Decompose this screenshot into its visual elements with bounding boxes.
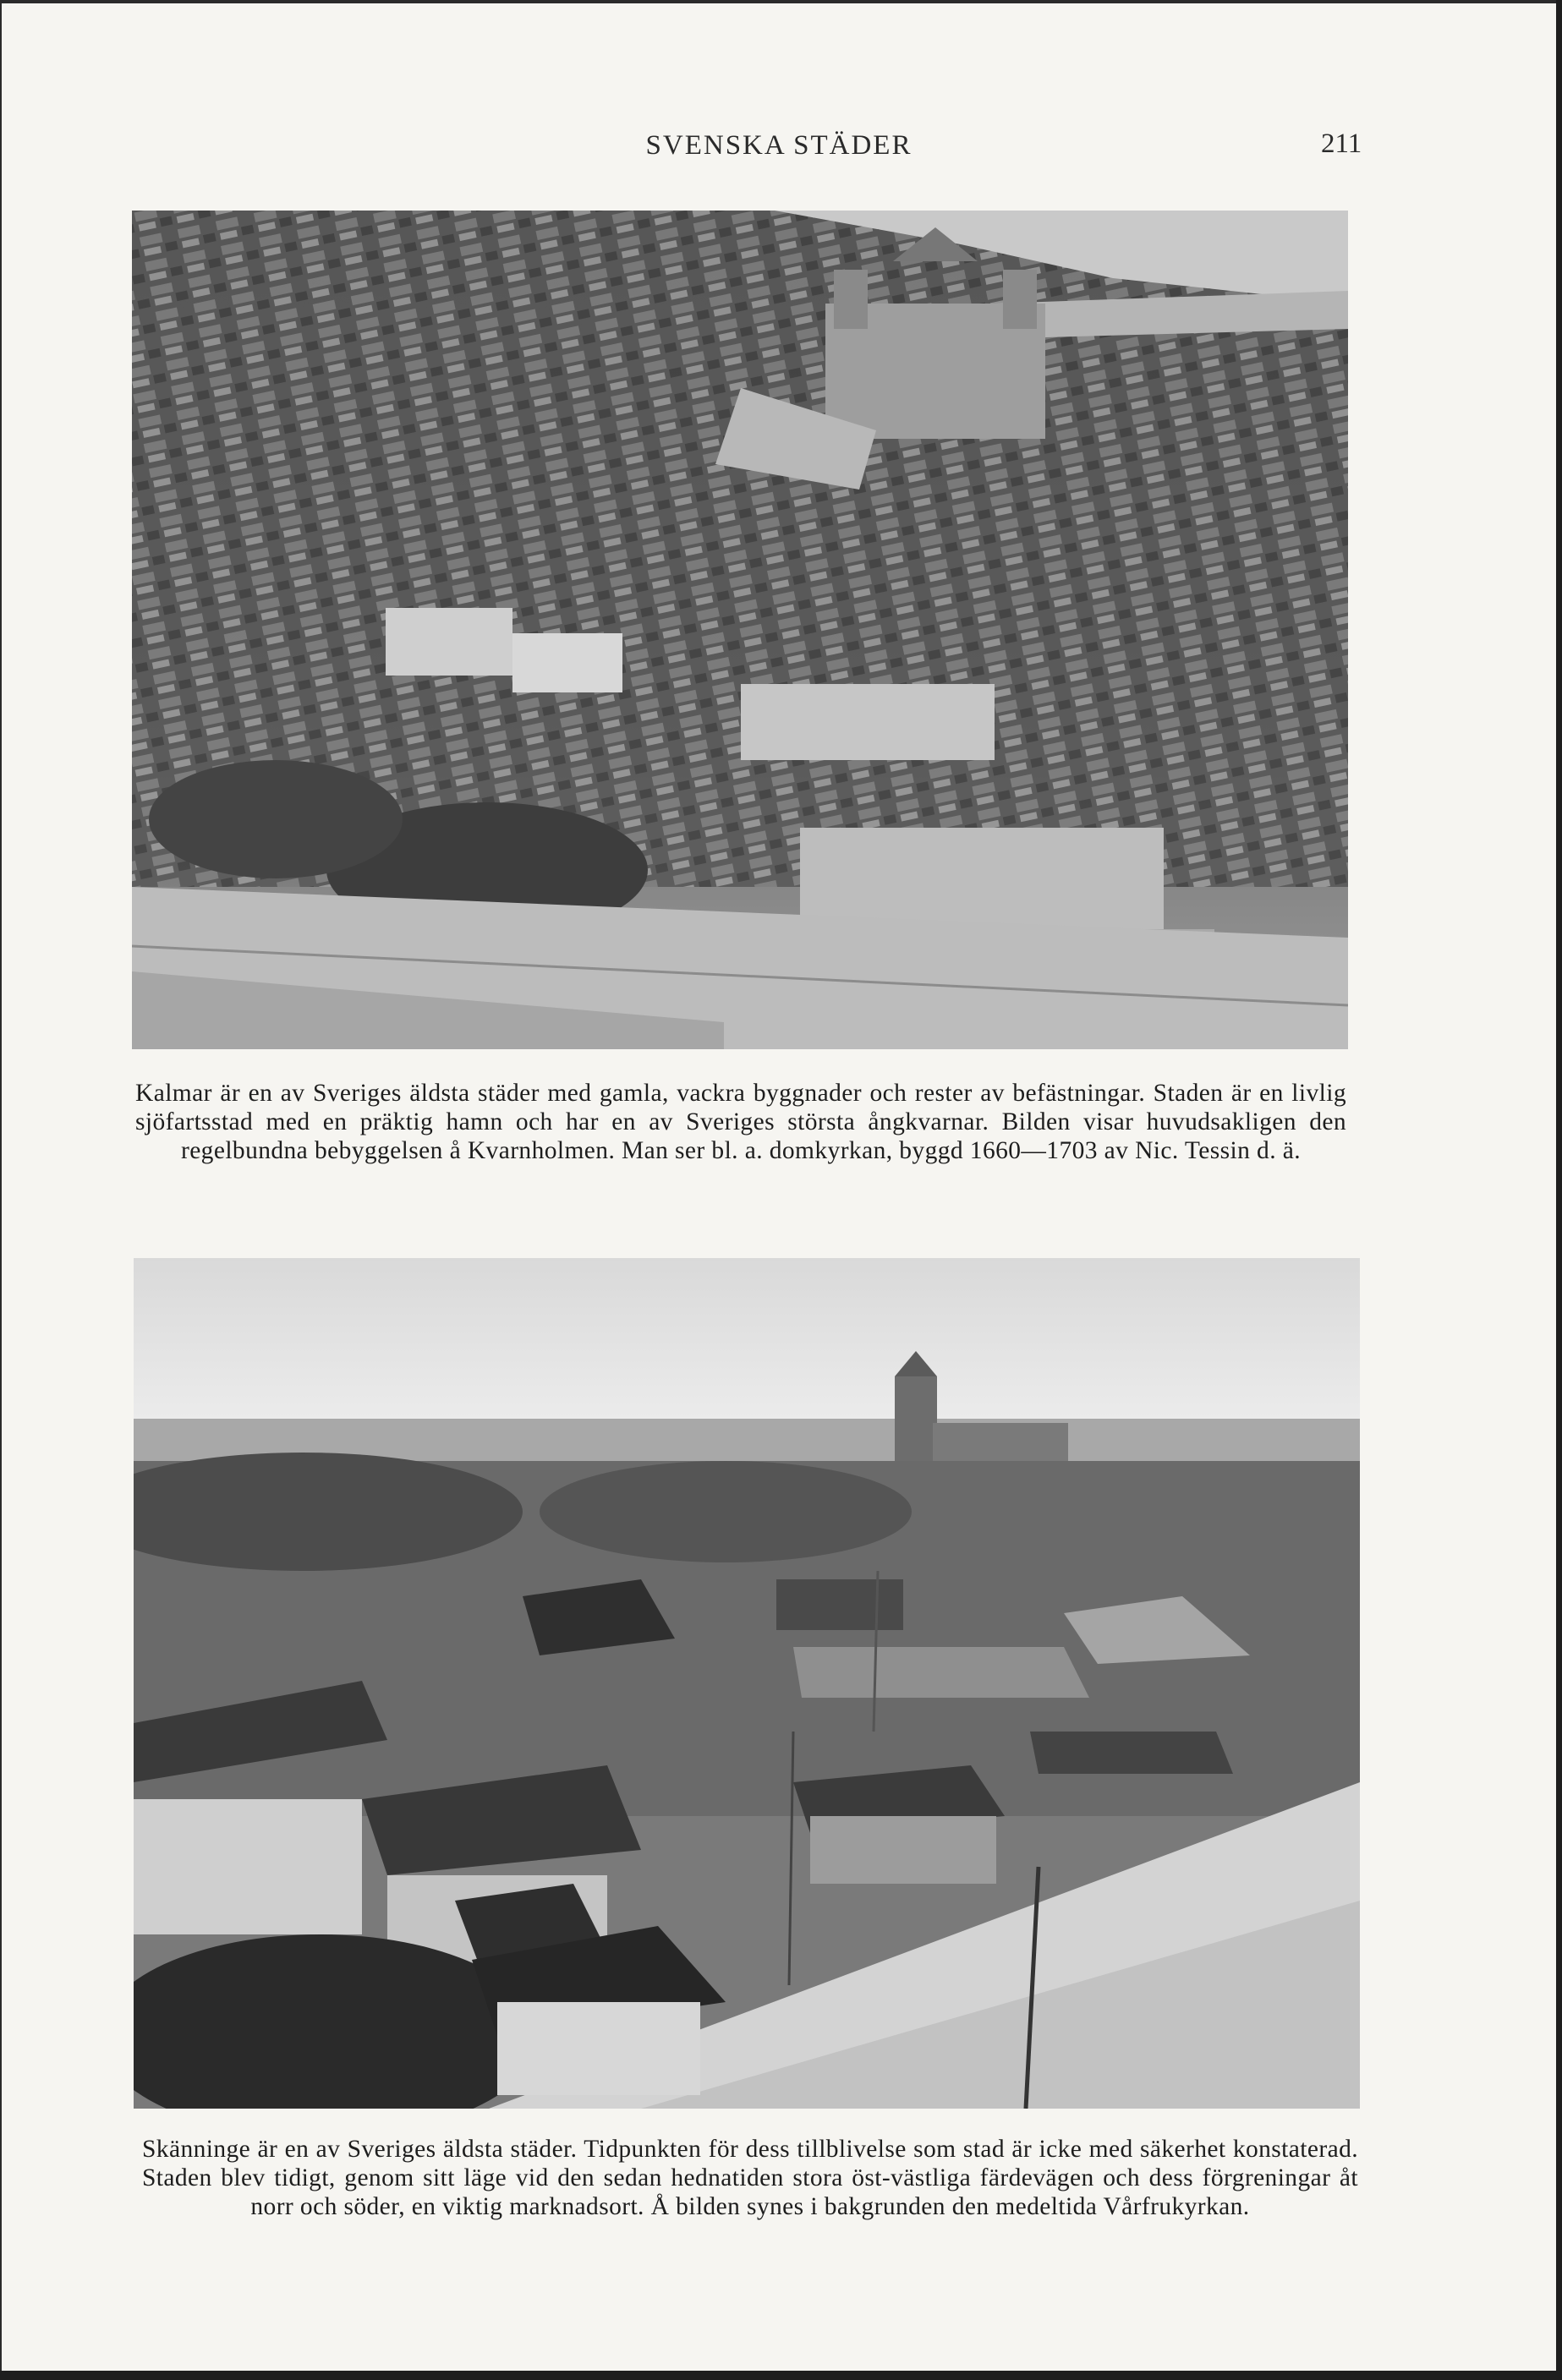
skanninge-town-photo	[134, 1258, 1360, 2109]
page-number: 211	[1321, 129, 1362, 159]
scan-border-bottom	[0, 2371, 1562, 2380]
running-head: SVENSKA STÄDER	[645, 130, 913, 161]
skanninge-photo-graphic	[134, 1258, 1360, 2109]
scan-border-right	[1556, 0, 1562, 2380]
kalmar-aerial-photo	[132, 211, 1348, 1049]
kalmar-caption: Kalmar är en av Sveriges äldsta städer med gamla, vackra byggnader och rester av befästningar. Staden är en livlig sjöfartsstad med en präktig hamn och har en av Sveriges största ångkvarnar. Bilden visar huvudsakligen den regelbundna bebyggelsen å Kvarnholmen. Man ser bl. a. domkyrkan, byggd 1660—1703 av Nic. Tessin d. ä.	[135, 1080, 1346, 1164]
kalmar-photo-graphic	[132, 211, 1348, 1049]
book-page	[2, 3, 1556, 2371]
skanninge-caption: Skänninge är en av Sveriges äldsta städer. Tidpunkten för dess tillblivelse som stad är icke med säkerhet konstaterad. Staden blev tidigt, genom sitt läge vid den sedan hednatiden stora öst-västliga färdevägen och dess förgreningar åt norr och söder, en viktig marknadsort. Å bilden synes i bakgrunden den medeltida Vårfrukyrkan.	[142, 2136, 1358, 2220]
